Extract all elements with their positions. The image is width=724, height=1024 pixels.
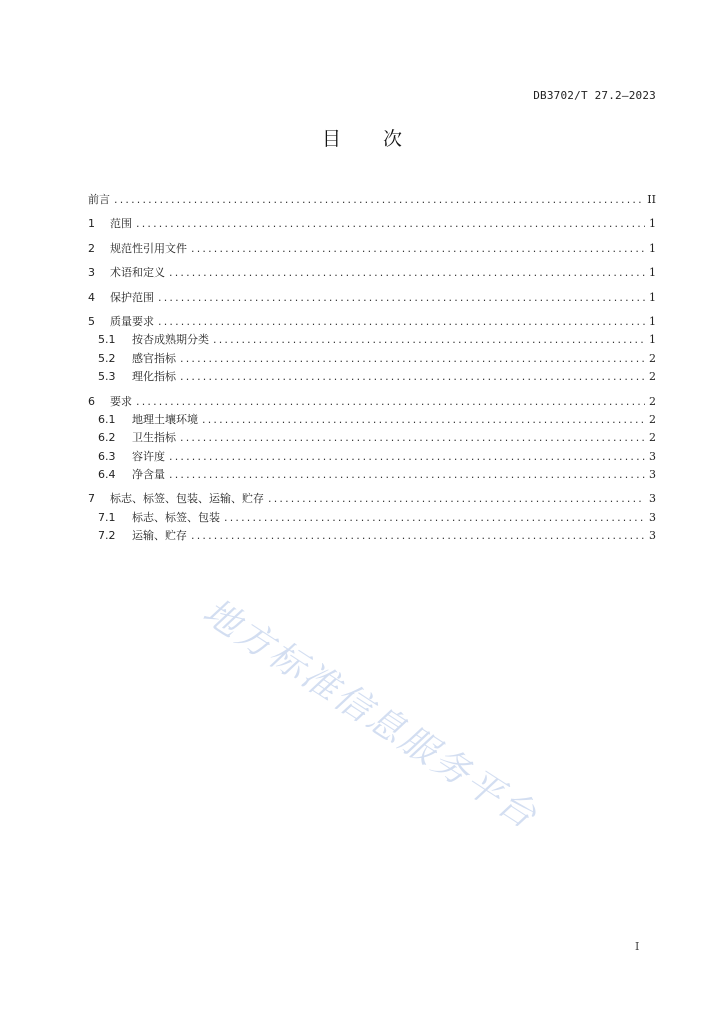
toc-entry-page: 1 — [649, 314, 656, 328]
toc-entry[interactable] — [88, 289, 656, 307]
toc-entry-number: 1 — [88, 217, 95, 231]
toc-leader-dots — [202, 413, 645, 426]
toc-leader-dots — [191, 529, 645, 542]
toc-entry-number: 6.1 — [98, 412, 116, 426]
toc-entry-page: 2 — [649, 412, 656, 426]
toc-entry-number: 2 — [88, 241, 95, 255]
toc-leader-dots — [158, 291, 645, 304]
toc-entry-label: 容许度 — [132, 449, 165, 463]
toc-entry[interactable] — [88, 264, 656, 282]
toc-entry-number: 3 — [88, 266, 95, 280]
toc-entry-label: 保护范围 — [110, 290, 154, 304]
toc-entry-page: 3 — [649, 529, 656, 543]
toc-leader-dots — [136, 217, 645, 230]
toc-leader-dots — [180, 352, 645, 365]
toc-leader-dots — [224, 511, 645, 524]
toc-entry[interactable] — [88, 191, 656, 209]
toc-entry-number: 6.2 — [98, 431, 116, 445]
watermark: 地方标准信息服务平台 — [195, 591, 546, 838]
toc-entry[interactable] — [88, 527, 656, 545]
toc-entry-label: 净含量 — [132, 468, 165, 482]
toc-entry-page: 3 — [649, 492, 656, 506]
toc-entry-page: 1 — [649, 217, 656, 231]
toc-entry[interactable] — [88, 466, 656, 484]
toc-entry-label: 理化指标 — [132, 370, 176, 384]
toc-entry-number: 6.3 — [98, 449, 116, 463]
toc-leader-dots — [114, 193, 643, 206]
toc-leader-dots — [180, 431, 645, 444]
toc-entry-label: 按杏成熟期分类 — [132, 333, 209, 347]
page-number: I — [635, 940, 640, 953]
toc-entry-page: 1 — [649, 333, 656, 347]
toc-entry-page: 3 — [649, 449, 656, 463]
toc-entry-number: 6 — [88, 394, 95, 408]
toc-entry-label: 要求 — [110, 394, 132, 408]
page-title — [0, 124, 724, 151]
toc-leader-dots — [180, 370, 645, 383]
toc-entry-page: 2 — [649, 351, 656, 365]
toc-leader-dots — [213, 333, 645, 346]
toc-entry-label: 质量要求 — [110, 314, 154, 328]
toc-entry-page: 1 — [649, 290, 656, 304]
toc-entry-number: 5.2 — [98, 351, 116, 365]
document-code: DB3702/T 27.2—2023 — [533, 89, 656, 102]
toc-leader-dots — [169, 450, 645, 463]
toc-entry-page: 2 — [649, 431, 656, 445]
toc-entry-label: 感官指标 — [132, 351, 176, 365]
toc-entry-label: 术语和定义 — [110, 266, 165, 280]
toc-entry-page: 2 — [649, 394, 656, 408]
toc-leader-dots — [136, 395, 645, 408]
toc-entry[interactable] — [88, 509, 656, 527]
toc-entry-number: 5.3 — [98, 370, 116, 384]
toc-entry[interactable] — [88, 393, 656, 411]
toc-entry[interactable] — [88, 411, 656, 429]
toc-entry-page: II — [647, 193, 656, 206]
toc-entry[interactable] — [88, 350, 656, 368]
toc-entry[interactable] — [88, 215, 656, 233]
toc-entry[interactable] — [88, 448, 656, 466]
title-char-1: 目 — [321, 128, 341, 150]
toc-entry[interactable] — [88, 490, 656, 508]
toc-leader-dots — [169, 468, 645, 481]
toc-leader-dots — [191, 242, 645, 255]
toc-entry-page: 1 — [649, 266, 656, 280]
toc-entry[interactable] — [88, 331, 656, 349]
toc-entry[interactable] — [88, 429, 656, 447]
toc-leader-dots — [169, 266, 645, 279]
toc-entry-label: 地理土壤环境 — [132, 412, 198, 426]
toc-entry-number: 7 — [88, 492, 95, 506]
toc-entry[interactable] — [88, 368, 656, 386]
toc-entry-label: 标志、标签、包装 — [132, 510, 220, 524]
toc-entry-label: 标志、标签、包装、运输、贮存 — [110, 492, 264, 506]
toc-entry-label: 范围 — [110, 217, 132, 231]
toc-entry-label: 运输、贮存 — [132, 529, 187, 543]
toc-entry-page: 1 — [649, 241, 656, 255]
toc-entry-label: 卫生指标 — [132, 431, 176, 445]
toc-entry-page: 3 — [649, 468, 656, 482]
table-of-contents — [88, 191, 656, 546]
toc-entry-number: 5 — [88, 314, 95, 328]
toc-entry-page: 2 — [649, 370, 656, 384]
toc-entry-number: 7.2 — [98, 529, 116, 543]
toc-leader-dots — [268, 492, 645, 505]
toc-entry-number: 4 — [88, 290, 95, 304]
toc-entry-page: 3 — [649, 510, 656, 524]
title-char-2: 次 — [383, 128, 403, 150]
toc-entry-number: 6.4 — [98, 468, 116, 482]
toc-leader-dots — [158, 315, 645, 328]
toc-entry-number: 5.1 — [98, 333, 116, 347]
toc-entry[interactable] — [88, 240, 656, 258]
toc-entry[interactable] — [88, 313, 656, 331]
toc-entry-label: 前言 — [88, 193, 110, 206]
toc-entry-number: 7.1 — [98, 510, 116, 524]
toc-entry-label: 规范性引用文件 — [110, 241, 187, 255]
